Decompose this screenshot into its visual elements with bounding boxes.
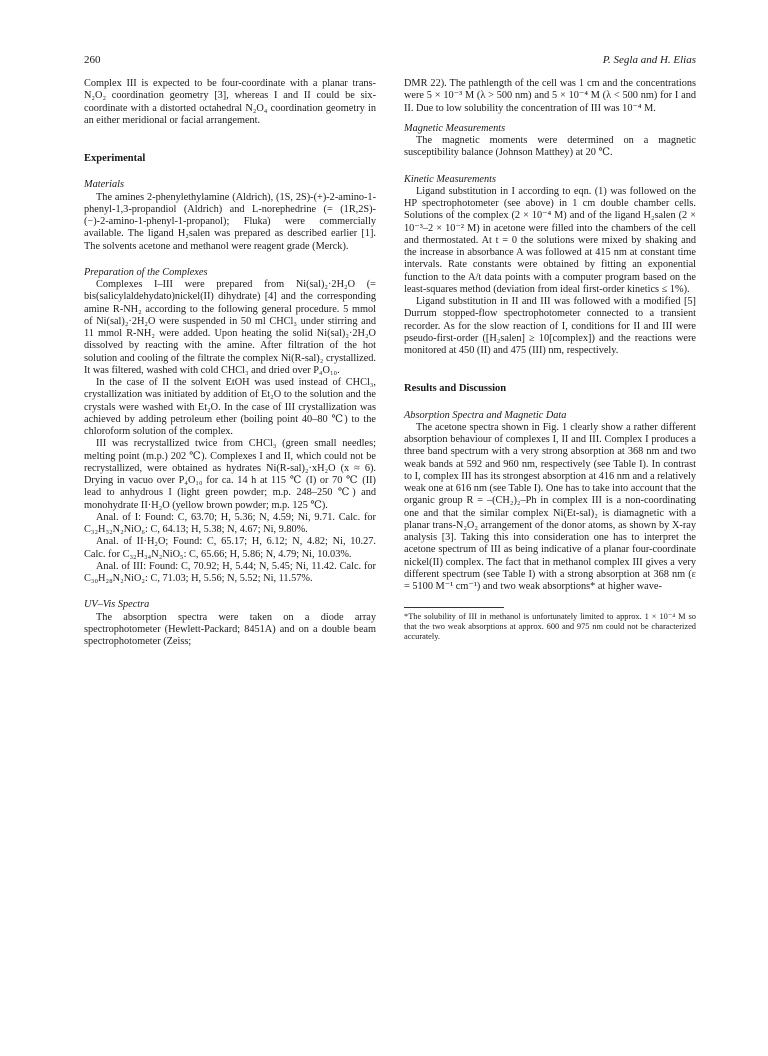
absorption-paragraph: The acetone spectra shown in Fig. 1 clearly show a rather different absorption behaviour of complexes I, II and III. Complex I produces a three band spectrum with a very strong absorption at 368 nm and two weak bands at 592 and 960 nm, respectively (see Table I). In contrast to I, complex III has its strongest absorption at 416 nm and a relatively weak one at 616 nm (see Table I). One has to take into account that the organic group R = –(CH₂)₂–Ph in complex III is a non-coordinating one and that the similar complex Ni(Et-sal)₂ is diamagnetic with a planar trans-N₂O₂ arrangement of the donor atoms, as shown by X-ray analysis [3]. Taking this into consideration one has to interpret the acetone spectrum of III as being indicative of a planar four-coordinate nickel(II) complex. The fact that in methanol complex III gives a very different spectrum (see Table I) with a strong absorption at 368 nm (ε = 5100 M⁻¹ cm⁻¹) and two weak absorptions* at higher wave- <box>404 421 696 592</box>
footnote: *The solubility of III in methanol is unfortunately limited to approx. 1 × 10⁻⁴ M so that the two weak absorptions at approx. 600 and 975 nm could not be characterized accurately. <box>404 612 696 642</box>
analysis-ii-paragraph: Anal. of II·H₂O; Found: C, 65.17; H, 6.12; N, 4.82; Ni, 10.27. Calc. for C₃₂H₃₄N₂NiO₅: C, 65.66; H, 5.86; N, 4.79; Ni, 10.03%. <box>84 536 376 560</box>
case-ii-paragraph: In the case of II the solvent EtOH was used instead of CHCl₃, crystallization was initiated by addition of Et₂O to the solution and the crystals were washed with Et₂O. In the case of III crystallization was achieved by adding petroleum ether (boiling point 40–80 ℃) to the chloroform solution of the complex. <box>84 377 376 437</box>
uv-vis-heading: UV–Vis Spectra <box>84 599 150 611</box>
materials-heading: Materials <box>84 179 125 191</box>
kinetic-heading: Kinetic Measurements <box>404 173 496 185</box>
absorption-heading: Absorption Spectra and Magnetic Data <box>404 409 567 421</box>
analysis-iii-paragraph: Anal. of III: Found: C, 70.92; H, 5.44; N, 5.45; Ni, 11.42. Calc. for C₃₀H₂₈N₂NiO₂: C, 71.03; H, 5.56; N, 5.52; Ni, 11.57%. <box>84 560 376 584</box>
preparation-paragraph: Complexes I–III were prepared from Ni(sal)₂·2H₂O (= bis(salicylaldehydato)nickel(II) dihydrate) [4] and the corresponding amine R-NH₂ according to the following general procedure. 5 mmol of Ni(sal)₂·2H₂O were suspended in 50 ml CHCl₃ under stirring and 11 mmol R-NH₂ were added. Upon heating the solid Ni(sal)₂·2H₂O dissolved by reacting with the amine. After filtration of the hot solution and cooling of the filtrate the complex Ni(R-sal)₂ crystallized. It was filtered, washed with cold CHCl₃ and dried over P₄O₁₀. <box>84 279 376 376</box>
left-column <box>84 78 376 648</box>
page-number: 260 <box>84 54 101 66</box>
case-iii-paragraph: III was recrystallized twice from CHCl₃ (green small needles; melting point (m.p.) 202 ℃). Complexes I and II, which could not be recrystallized, were obtained as hydrates Ni(R-sal)₂·xH₂O (x ≈ 6). Drying in vacuo over P₄O₁₀ for ca. 14 h at 115 ℃ (I) or 70 ℃ (II) lead to anhydrous I (light green powder; m.p. 248–250 ℃) and monohydrate II·H₂O (yellow brown powder; m.p. 125 ℃). <box>84 438 376 511</box>
magnetic-heading: Magnetic Measurements <box>404 122 506 134</box>
right-column <box>404 78 696 642</box>
continued-paragraph: DMR 22). The pathlength of the cell was 1 cm and the concentrations were 5 × 10⁻³ M (λ > 500 nm) and 5 × 10⁻⁴ M (λ < 500 nm) for I and II. Due to low solubility the concentration of III was 10⁻⁴ M. <box>404 78 696 114</box>
intro-paragraph: Complex III is expected to be four-coordinate with a planar trans-N₂O₂ coordination geometry [3], whereas I and II could be six-coordinate with a distorted octahedral N₂O₄ coordination geometry in an either meridional or facial arrangement. <box>84 78 376 126</box>
experimental-heading: Experimental <box>84 153 146 164</box>
kinetic-paragraph-2: Ligand substitution in II and III was followed with a modified [5] Durrum stopped-flow spectrophotometer connected to a transient recorder. As for the slow reaction of I, conditions for II and III were pseudo-first-order ([H₂salen] ≥ 10[complex]) and the reactions were monitored at 450 (II) and 475 (III) nm, respectively. <box>404 296 696 356</box>
magnetic-paragraph: The magnetic moments were determined on a magnetic susceptibility balance (Johnson Matthey) at 20 ℃. <box>404 135 696 159</box>
footnote-divider <box>404 607 504 608</box>
materials-paragraph: The amines 2-phenylethylamine (Aldrich), (1S, 2S)-(+)-2-amino-1-phenyl-1,3-propandiol (Aldrich) and L-norephedrine (= (1R,2S)-(−)-2-amino-1-phenyl-1-propanol); Fluka) were commercially available. The ligand H₂salen was prepared as described earlier [1]. The solvents acetone and methanol were reagent grade (Merck). <box>84 191 376 252</box>
analysis-i-paragraph: Anal. of I: Found: C, 63.70; H, 5.36; N, 4.59; Ni, 9.71. Calc. for C₃₂H₃₂N₂NiO₆: C, 64.13; H, 5.38; N, 4.67; Ni, 9.80%. <box>84 511 376 535</box>
page-header <box>84 52 696 68</box>
running-head: P. Segla and H. Elias <box>602 54 696 66</box>
preparation-heading: Preparation of the Complexes <box>84 266 208 278</box>
uv-vis-paragraph: The absorption spectra were taken on a diode array spectrophotometer (Hewlett-Packard; 8451A) and on a double beam spectrophotometer (Zeiss; <box>84 611 376 647</box>
kinetic-paragraph: Ligand substitution in I according to eqn. (1) was followed on the HP spectrophotometer (see above) in 1 cm double chamber cells. Solutions of the complex (2 × 10⁻⁴ M) and of the ligand H₂salen (2 × 10⁻³–2 × 10⁻² M) in acetone were filled into the chambers of the cell and thermostated. At t = 0 the solutions were mixed by shaking and the increase in absorbance A was followed at 415 nm at constant time intervals. Rate constants were obtained by fitting an exponential function to the A/t data points with a computer program based on the least-squares method (deviation from ideal first-order kinetics ≤ 1%). <box>404 185 696 295</box>
results-heading: Results and Discussion <box>404 383 507 395</box>
